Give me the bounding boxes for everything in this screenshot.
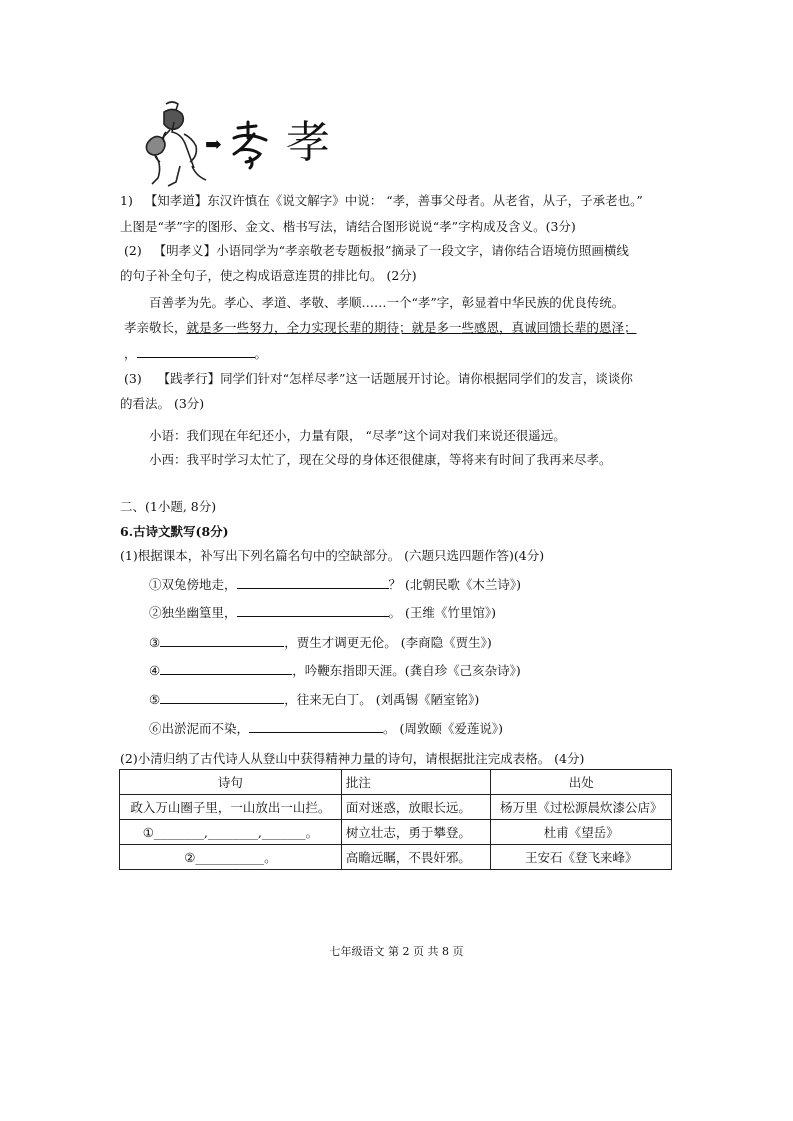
kaishu-xiao: 孝	[286, 117, 330, 168]
poem-table	[119, 769, 672, 870]
table-cell-note: 面对迷惑，放眼长远。	[341, 795, 491, 820]
fill-item-3-post: ，贾生才调更无伦。 (李商隐《贾生》)	[284, 635, 492, 650]
q3-line1	[124, 371, 633, 387]
q1-line2: 上图是“孝”字的图形、金文、楷书写法，请结合图形说说“孝”字构成及含义。(3分)	[120, 219, 576, 234]
fill-item-6-post: 。 (周敦颐《爱莲说》)	[383, 721, 503, 736]
q2-answer-blank[interactable]	[137, 345, 255, 358]
q1-line1	[120, 193, 643, 209]
q1-number: 1)	[120, 193, 133, 208]
q2-para3-start: ，	[124, 346, 137, 361]
fill-item-1-post: ？ (北朝民歌《木兰诗》)	[388, 577, 521, 592]
q6-title: 6.古诗文默写(8分)	[120, 524, 229, 539]
table-header-source: 出处	[491, 770, 672, 795]
q2-para3-end: 。	[254, 346, 268, 361]
fill-item-2-post: 。 (王维《竹里馆》)	[388, 605, 496, 620]
table-row	[120, 845, 672, 870]
fill-item-5-post: ，往来无白丁。 (刘禹锡《陋室铭》)	[284, 692, 480, 707]
fill-item-2-pre: ②独坐幽篁里，	[149, 605, 237, 620]
q2-para1: 百善孝为先。孝心、孝道、孝敬、孝顺……一个“孝”字，彰显着中华民族的优良传统。	[149, 295, 625, 310]
q6-sub1: (1)根据课本，补写出下列名篇名句中的空缺部分。 (六题只选四题作答)(4分)	[120, 548, 545, 563]
table-header-row	[120, 770, 672, 795]
fill-blank-5[interactable]	[160, 691, 284, 704]
arrow-icon: ➡	[205, 132, 222, 156]
fill-item-5	[149, 691, 479, 708]
fill-item-3-pre: ③	[149, 635, 161, 650]
table-row	[120, 795, 672, 820]
q3-text1: 【践孝行】同学们针对“怎样尽孝”这一话题展开讨论。请你根据同学们的发言，谈谈你	[157, 371, 633, 386]
fill-item-6-pre: ⑥出淤泥而不染，	[149, 721, 250, 736]
fill-blank-1[interactable]	[237, 576, 389, 589]
fill-item-2	[149, 604, 496, 621]
fill-item-4-post: ，吟鞭东指即天涯。(龚自珍《己亥杂诗》)	[292, 663, 521, 678]
fill-item-5-pre: ⑤	[149, 692, 161, 707]
q2-text1: 【明孝义】小语同学为“孝亲敬老专题板报”摘录了一段文字，请你结合语境仿照画横线	[153, 243, 629, 258]
table-header-note: 批注	[341, 770, 491, 795]
q2-para2	[124, 320, 637, 336]
q2-para3	[124, 345, 267, 362]
page-footer: 七年级语文 第 2 页 共 8 页	[329, 945, 464, 958]
table-cell-poem: 政入万山圈子里，一山放出一山拦。	[120, 795, 342, 820]
q1-text1: 【知孝道】东汉许慎在《说文解字》中说： “孝，善事父母者。从老省，从子，子承老也。”	[144, 193, 643, 208]
fill-item-6	[149, 720, 503, 737]
table-row	[120, 820, 672, 845]
fill-blank-4[interactable]	[160, 662, 292, 675]
q6-sub2: (2)小清归纳了古代诗人从登山中获得精神力量的诗句，请根据批注完成表格。 (4分)	[120, 751, 585, 766]
q2-number: (2)	[124, 243, 142, 258]
q3-line2: 的看法。 (3分)	[120, 396, 205, 411]
fill-item-4	[149, 662, 521, 679]
table-cell-note: 高瞻远瞩，不畏奸邪。	[341, 845, 491, 870]
q2-line1	[124, 243, 629, 259]
fill-item-3	[149, 634, 492, 651]
table-cell-source: 杜甫《望岳》	[491, 820, 672, 845]
table-cell-poem-blank[interactable]: ①________,________,_______。	[120, 820, 342, 845]
table-cell-source: 王安石《登飞来峰》	[491, 845, 672, 870]
table-cell-source: 杨万里《过松源晨炊漆公店》	[491, 795, 672, 820]
fill-item-4-pre: ④	[149, 663, 161, 678]
q2-line2: 的句子补全句子，使之构成语意连贯的排比句。 (2分)	[120, 268, 417, 283]
fill-blank-2[interactable]	[237, 604, 389, 617]
bronze-script-xiao-icon	[228, 120, 274, 174]
fill-blank-6[interactable]	[249, 720, 383, 733]
q3-speaker1: 小语：我们现在年纪还小，力量有限， “尽孝”这个词对我们来说还很遥远。	[149, 428, 566, 443]
table-cell-note: 树立壮志，勇于攀登。	[341, 820, 491, 845]
q3-number: (3)	[124, 371, 142, 386]
fill-item-1-pre: ①双兔傍地走，	[149, 577, 237, 592]
table-header-poem: 诗句	[120, 770, 342, 795]
fill-blank-3[interactable]	[160, 634, 284, 647]
q2-para2-start: 孝亲敬长，	[124, 320, 187, 335]
section2-title: 二、(1小题, 8分)	[120, 499, 217, 514]
fill-item-1	[149, 576, 521, 593]
table-cell-poem-blank[interactable]: ②___________。	[120, 845, 342, 870]
q3-speaker2: 小西：我平时学习太忙了，现在父母的身体还很健康，等将来有时间了我再来尽孝。	[149, 452, 612, 467]
q2-underlined-sentence: 就是多一些努力，全力实现长辈的期待；就是多一些感恩，真诚回馈长辈的恩泽；	[186, 320, 637, 335]
